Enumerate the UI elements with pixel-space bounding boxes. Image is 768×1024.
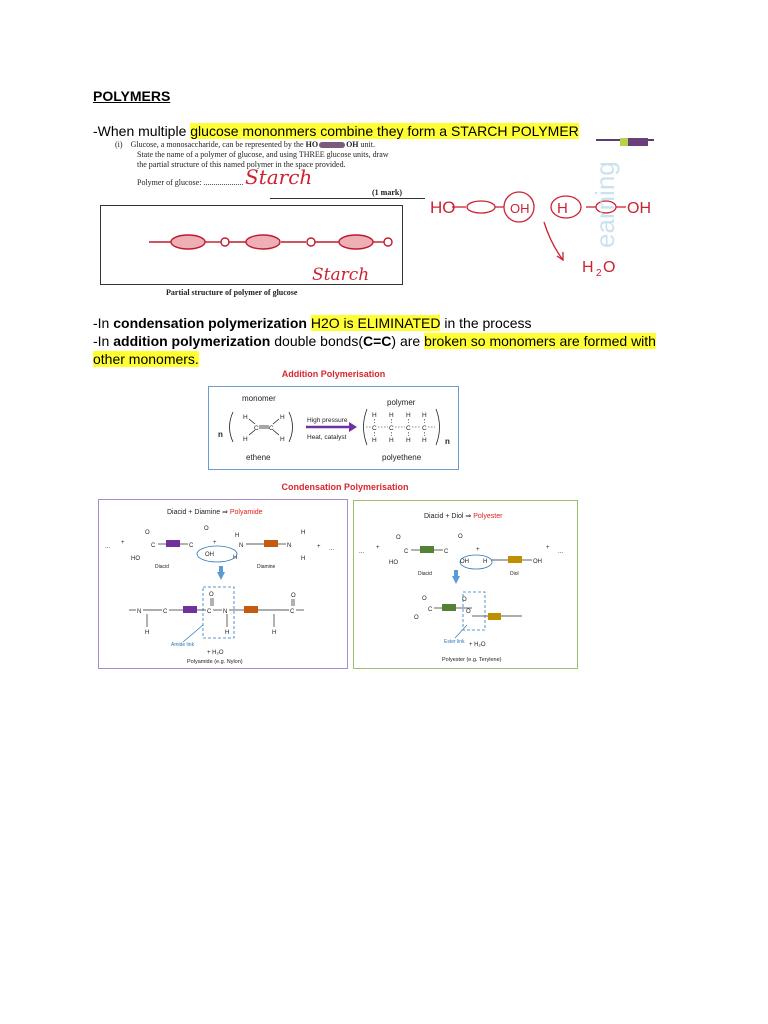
poly-c3: C bbox=[406, 425, 411, 432]
ethene-h3: H bbox=[280, 414, 285, 421]
ester-plus-1: + bbox=[376, 545, 380, 551]
ester-dots-2: ... bbox=[558, 549, 564, 555]
svg-text:Diacid + Diol ⇒ Polyester bbox=[424, 513, 503, 520]
poly-h2: H bbox=[389, 412, 394, 419]
ester-diol: Diol bbox=[510, 571, 519, 577]
amide-link-label: Amide link bbox=[171, 642, 195, 648]
hand-h-circled: H bbox=[557, 200, 568, 217]
amide-product: Polyamide (e.g. Nylon) bbox=[187, 659, 243, 665]
n-right: n bbox=[445, 437, 450, 446]
amide-o1: O bbox=[145, 530, 150, 536]
statement-highlight: glucose mononmers combine they form a STARCH POLYMER bbox=[190, 123, 579, 139]
poly-h3: H bbox=[406, 412, 411, 419]
amide-prod-n2: N bbox=[223, 609, 228, 615]
ester-prod-o1: O bbox=[422, 596, 427, 602]
poly-c2: C bbox=[389, 425, 394, 432]
ester-h: H bbox=[483, 559, 488, 565]
amide-c1: C bbox=[151, 543, 156, 549]
amide-prod-h2: H bbox=[225, 630, 230, 636]
poly-h6: H bbox=[389, 437, 394, 444]
ester-c1: C bbox=[404, 549, 409, 555]
amide-prod-c2: C bbox=[207, 609, 212, 615]
polymer-label: polymer bbox=[387, 398, 416, 407]
poly-c1: C bbox=[372, 425, 377, 432]
question-line-2: State the name of a polymer of glucose, and using THREE glucose units, draw bbox=[137, 150, 389, 159]
amide-diamine: Diamine bbox=[257, 564, 276, 570]
amide-dots-2: ... bbox=[329, 546, 335, 552]
hand-oh-end: OH bbox=[627, 200, 651, 217]
ester-prod-o2: O bbox=[462, 597, 467, 603]
addition-statement-cont bbox=[93, 350, 199, 368]
cond-highlight: H2O is ELIMINATED bbox=[310, 315, 441, 331]
ester-product: Polyester (e.g. Terylene) bbox=[442, 657, 502, 663]
polyethene-label: polyethene bbox=[382, 453, 422, 462]
ethene-h4: H bbox=[280, 436, 285, 443]
add-bold-cc: C=C bbox=[363, 333, 392, 349]
amide-prod-n1: N bbox=[137, 609, 142, 615]
amide-h4: H bbox=[301, 556, 306, 562]
addition-reaction bbox=[209, 387, 458, 469]
poly-h5: H bbox=[372, 437, 377, 444]
question-number: (i) bbox=[115, 140, 123, 149]
hand-oh-circled: OH bbox=[510, 201, 530, 216]
ester-prod-o3: O bbox=[466, 609, 471, 615]
ester-oh-2: OH bbox=[533, 559, 542, 565]
answer-rule bbox=[270, 198, 425, 199]
addition-statement bbox=[93, 332, 656, 350]
n-left: n bbox=[218, 430, 223, 439]
question-line-3: the partial structure of this named polymer in the space provided. bbox=[137, 160, 346, 169]
polyester-reaction bbox=[354, 501, 577, 668]
amide-prod-o1: O bbox=[209, 592, 214, 598]
box-handwritten-label: Starch bbox=[312, 265, 370, 285]
condition-2: Heat, catalyst bbox=[307, 434, 347, 441]
ester-prod-o4: O bbox=[414, 615, 419, 621]
add-highlight-2: other monomers. bbox=[93, 351, 199, 367]
poly-c4: C bbox=[422, 425, 427, 432]
amide-h3: H bbox=[301, 530, 306, 536]
ethene-c1: C bbox=[254, 425, 259, 432]
add-highlight: broken so monomers are formed with bbox=[424, 333, 656, 349]
glucose-unit-icon bbox=[319, 142, 345, 148]
ester-dots-1: ... bbox=[359, 549, 365, 555]
amide-eq-black: Diacid + Diamine ⇒ bbox=[167, 509, 230, 516]
ester-plus-3: + bbox=[546, 545, 550, 551]
addition-diagram-box bbox=[208, 386, 459, 470]
ester-diacid: Diacid bbox=[418, 571, 432, 577]
question-text-b: unit. bbox=[360, 140, 375, 149]
amide-prod-c3: C bbox=[290, 609, 295, 615]
cond-bold: condensation polymerization bbox=[113, 315, 307, 331]
amide-water: + H₂O bbox=[207, 650, 224, 656]
amide-plus-2: + bbox=[213, 540, 217, 546]
polyamide-panel bbox=[98, 499, 348, 669]
poly-h4: H bbox=[422, 412, 427, 419]
hand-water-sub: 2 bbox=[596, 268, 602, 279]
amide-prod-h3: H bbox=[272, 630, 277, 636]
answer-label: Polymer of glucose: .................... bbox=[137, 178, 244, 187]
add-middle-2: ) are bbox=[391, 333, 425, 349]
ester-oh: OH bbox=[460, 559, 469, 565]
amide-dots-1: ... bbox=[105, 544, 111, 550]
amide-plus-3: + bbox=[317, 544, 321, 550]
amide-c2: C bbox=[189, 543, 194, 549]
water-elimination-sketch bbox=[426, 180, 666, 300]
page-heading: POLYMERS bbox=[93, 88, 171, 104]
add-prefix: -In bbox=[93, 333, 114, 349]
amide-n2: N bbox=[287, 543, 292, 549]
ester-eq-red: Polyester bbox=[473, 513, 503, 520]
ester-eq-black: Diacid + Diol ⇒ bbox=[424, 513, 474, 520]
monomer-label: monomer bbox=[242, 394, 276, 403]
amide-o2: O bbox=[204, 526, 209, 532]
poly-h1: H bbox=[372, 412, 377, 419]
statement-prefix: -When multiple bbox=[93, 123, 191, 139]
unit-oh: OH bbox=[346, 140, 359, 149]
amide-oh: OH bbox=[205, 552, 214, 558]
cond-suffix: in the process bbox=[440, 315, 532, 331]
svg-text:Diacid + Diamine ⇒ Polyamide bbox=[167, 509, 263, 516]
amide-n1: N bbox=[239, 543, 244, 549]
ester-o2: O bbox=[458, 534, 463, 540]
ethene-label: ethene bbox=[246, 453, 271, 462]
polyamide-reaction bbox=[99, 500, 347, 668]
box-caption: Partial structure of polymer of glucose bbox=[166, 288, 298, 297]
hand-water-h: H bbox=[582, 259, 594, 276]
poly-h7: H bbox=[406, 437, 411, 444]
amide-plus-1: + bbox=[121, 540, 125, 546]
cond-prefix: -In bbox=[93, 315, 114, 331]
watermark: earning bbox=[590, 161, 620, 248]
ester-c2: C bbox=[444, 549, 449, 555]
amide-h1: H bbox=[235, 533, 240, 539]
add-bold: addition polymerization bbox=[113, 333, 271, 349]
unit-ho: HO bbox=[305, 140, 319, 149]
amide-h2: H bbox=[233, 555, 238, 561]
glucose-statement bbox=[93, 122, 579, 140]
condensation-title: Condensation Polymerisation bbox=[281, 482, 409, 492]
polyester-panel bbox=[353, 500, 578, 669]
amide-eq-red: Polyamide bbox=[229, 509, 263, 516]
hand-ho: HO bbox=[430, 198, 456, 217]
hand-water-o: O bbox=[603, 259, 616, 276]
question-text-a: Glucose, a monosaccharide, can be represented by the bbox=[130, 140, 304, 149]
addition-title: Addition Polymerisation bbox=[281, 369, 386, 379]
ethene-c2: C bbox=[269, 425, 274, 432]
condensation-statement bbox=[93, 314, 532, 332]
condition-1: High pressure bbox=[307, 417, 348, 424]
amide-prod-o2: O bbox=[291, 593, 296, 599]
ester-prod-c1: C bbox=[428, 607, 433, 613]
answer-handwritten: Starch bbox=[245, 165, 313, 189]
ester-plus-2: + bbox=[476, 547, 480, 553]
amide-diacid: Diacid bbox=[155, 564, 169, 570]
ester-link-label: Ester link bbox=[444, 639, 465, 645]
poly-h8: H bbox=[422, 437, 427, 444]
amide-ho: HO bbox=[131, 556, 140, 562]
ester-ho: HO bbox=[389, 560, 398, 566]
ethene-h2: H bbox=[243, 436, 248, 443]
amide-prod-h1: H bbox=[145, 630, 150, 636]
ethene-h1: H bbox=[243, 414, 248, 421]
add-middle: double bonds( bbox=[270, 333, 363, 349]
ester-water: + H₂O bbox=[469, 642, 486, 648]
amide-prod-c1: C bbox=[163, 609, 168, 615]
ester-o1: O bbox=[396, 535, 401, 541]
mark-label: (1 mark) bbox=[372, 188, 402, 197]
